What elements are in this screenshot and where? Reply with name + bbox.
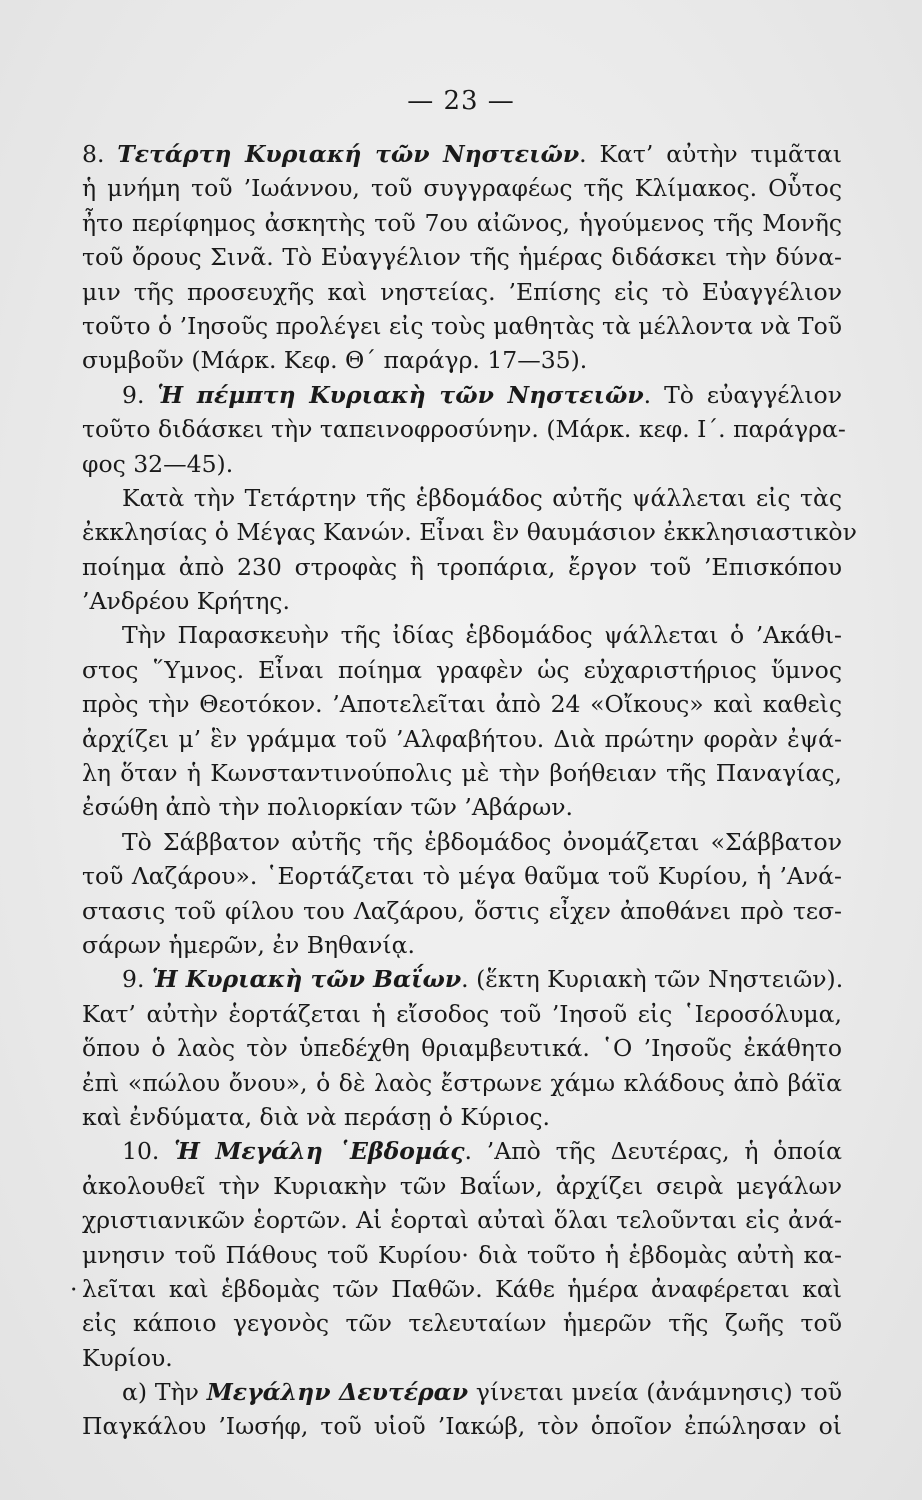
text-line: [82, 206, 842, 240]
text-line: [82, 171, 842, 205]
text-segment: ποίημα ἀπὸ 230 στροφὰς ἢ τροπάρια, ἔργον τοῦ ’Επισκόπου: [82, 552, 842, 581]
text-line: [82, 928, 842, 962]
text-line: [82, 825, 842, 859]
text-line: [82, 1066, 842, 1100]
text-line: [82, 894, 842, 928]
text-line: [82, 1306, 842, 1340]
text-segment: ’Ανδρέου Κρήτης.: [82, 587, 290, 616]
text-line: [82, 962, 842, 996]
text-segment: ἐπὶ «πώλου ὄνου», ὁ δὲ λαὸς ἔστρωνε χάμω κλάδους ἀπὸ βάϊα: [82, 1068, 842, 1097]
text-line: [82, 275, 842, 309]
section-heading: Τετάρτη Κυριακή τῶν Νηστειῶν: [117, 140, 580, 168]
text-segment: συμβοῦν (Μάρκ. Κεφ. Θ΄ παράγρ. 17—35).: [82, 346, 588, 375]
text-segment: σάρων ἡμερῶν, ἐν Βηθανίᾳ.: [82, 930, 415, 959]
text-line: [82, 515, 857, 549]
text-segment: πρὸς τὴν Θεοτόκον. ’Αποτελεῖται ἀπὸ 24 «Οἴκους» καὶ καθεὶς: [82, 690, 842, 719]
text-segment: 8.: [82, 140, 118, 168]
text-segment: Κατὰ τὴν Τετάρτην τῆς ἑβδομάδος αὐτῆς ψάλλεται εἰς τὰς: [122, 483, 842, 512]
text-segment: 10.: [122, 1137, 175, 1166]
text-line: [82, 1409, 842, 1443]
text-segment: Κυρίου.: [82, 1343, 173, 1372]
text-line: [82, 1238, 842, 1272]
text-line: [82, 378, 842, 412]
text-line: [82, 997, 842, 1031]
text-line: [82, 412, 846, 446]
text-segment: καὶ ἐνδύματα, διὰ νὰ περάσῃ ὁ Κύριος.: [82, 1102, 551, 1131]
text-segment: Τὴν Παρασκευὴν τῆς ἰδίας ἑβδομάδος ψάλλεται ὁ ’Ακάθι-: [122, 621, 842, 650]
text-segment: Κατ’ αὐτὴν ἑορτάζεται ἡ εἴσοδος τοῦ ’Ιησοῦ εἰς ῾Ιεροσόλυμα,: [82, 999, 842, 1028]
text-segment: ἀρχίζει μ’ ἓν γράμμα τοῦ ’Αλφαβήτου. Διὰ πρώτην φορὰν ἐψά-: [82, 724, 842, 753]
text-segment: ἐσώθη ἀπὸ τὴν πολιορκίαν τῶν ’Αβάρων.: [82, 793, 574, 822]
text-segment: στασις τοῦ φίλου του Λαζάρου, ὅστις εἶχεν ἀποθάνει πρὸ τεσ-: [82, 896, 842, 925]
section-heading: Ἡ πέμπτη Κυριακὴ τῶν Νηστειῶν: [157, 380, 644, 409]
text-line: [70, 1272, 842, 1306]
text-line: [82, 481, 842, 515]
text-segment: λη ὅταν ἡ Κωνσταντινούπολις μὲ τὴν βοήθειαν τῆς Παναγίας,: [82, 759, 842, 788]
text-segment: ἀκολουθεῖ τὴν Κυριακὴν τῶν Βαΐων, ἀρχίζει σειρὰ μεγάλων: [82, 1171, 842, 1200]
text-line: [82, 240, 842, 274]
text-line: [82, 550, 842, 584]
text-segment: 9.: [122, 380, 158, 409]
text-segment: γίνεται μνεία (ἀνάμνησις) τοῦ: [468, 1378, 842, 1407]
text-line: [82, 1100, 842, 1134]
text-line: [82, 447, 842, 481]
section-heading: Ἡ Κυριακὴ τῶν Βαΐων: [151, 965, 462, 994]
text-line: [82, 309, 842, 343]
text-line: [82, 1203, 842, 1237]
text-line: [82, 653, 842, 687]
text-line: [82, 790, 842, 824]
text-segment: τοῦ Λαζάρου». ῾Εορτάζεται τὸ μέγα θαῦμα τοῦ Κυρίου, ἡ ’Ανά-: [82, 862, 842, 891]
text-segment: . Τὸ εὐαγγέλιον: [643, 380, 842, 409]
text-segment: φος 32—45).: [82, 449, 234, 478]
text-line: [82, 584, 842, 618]
margin-dot: ·: [70, 1274, 78, 1303]
section-heading: Μεγάλην Δευτέραν: [206, 1378, 469, 1407]
text-segment: λεῖται καὶ ἑβδομὰς τῶν Παθῶν. Κάθε ἡμέρα ἀναφέρεται καὶ: [82, 1274, 842, 1303]
text-line: [82, 756, 842, 790]
text-segment: ἡ μνήμη τοῦ ’Ιωάννου, τοῦ συγγραφέως τῆς Κλίμακος. Οὗτος: [82, 174, 842, 203]
text-segment: μιν τῆς προσευχῆς καὶ νηστείας. ’Επίσης εἰς τὸ Εὐαγγέλιον: [82, 277, 842, 306]
text-segment: ἐκκλησίας ὁ Μέγας Κανών. Εἶναι ἓν θαυμάσιον ἐκκλησιαστικὸν: [82, 518, 857, 547]
text-segment: . (ἕκτη Κυριακὴ τῶν Νηστειῶν).: [461, 965, 844, 994]
text-line: [82, 859, 842, 893]
section-heading: Ἡ Μεγάλη ῾Εβδομάς: [174, 1137, 465, 1166]
text-segment: . ’Απὸ τῆς Δευτέρας, ἡ ὁποία: [464, 1137, 842, 1166]
text-segment: εἰς κάποιο γεγονὸς τῶν τελευταίων ἡμερῶν τῆς ζωῆς τοῦ: [82, 1309, 842, 1338]
body-text: [70, 137, 857, 1444]
text-segment: Τὸ Σάββατον αὐτῆς τῆς ἑβδομάδος ὀνομάζεται «Σάββατον: [122, 827, 842, 856]
text-segment: χριστιανικῶν ἑορτῶν. Αἱ ἑορταὶ αὐταὶ ὅλαι τελοῦνται εἰς ἀνά-: [82, 1206, 842, 1235]
text-line: [82, 722, 842, 756]
text-line: [82, 1169, 842, 1203]
text-segment: ἦτο περίφημος ἀσκητὴς τοῦ 7ου αἰῶνος, ἡγούμενος τῆς Μονῆς: [82, 208, 842, 237]
text-line: [82, 1375, 842, 1409]
text-segment: τοῦτο ὁ ’Ιησοῦς προλέγει εἰς τοὺς μαθητὰς τὰ μέλλοντα νὰ Τοῦ: [82, 311, 843, 340]
text-segment: στος ῞Υμνος. Εἶναι ποίημα γραφὲν ὡς εὐχαριστήριος ὕμνος: [82, 655, 842, 684]
text-segment: τοῦτο διδάσκει τὴν ταπεινοφροσύνην. (Μάρκ. κεφ. Ι΄. παράγρα-: [82, 415, 846, 444]
text-segment: μνησιν τοῦ Πάθους τοῦ Κυρίου· διὰ τοῦτο ἡ ἑβδομὰς αὐτὴ κα-: [82, 1240, 842, 1269]
text-line: [82, 1134, 842, 1168]
text-line: [82, 618, 842, 652]
text-line: [82, 1341, 842, 1375]
text-segment: α) Τὴν: [122, 1378, 207, 1407]
text-line: [82, 137, 842, 171]
text-line: [82, 1031, 842, 1065]
text-line: [82, 343, 842, 377]
page-number: — 23 —: [407, 86, 515, 116]
text-line: [82, 687, 842, 721]
text-segment: . Κατ’ αὐτὴν τιμᾶται: [579, 140, 842, 168]
text-segment: ὅπου ὁ λαὸς τὸν ὑπεδέχθη θριαμβευτικά. ῾Ο ’Ιησοῦς ἐκάθητο: [82, 1034, 842, 1063]
text-segment: 9.: [122, 965, 152, 994]
text-segment: τοῦ ὄρους Σινᾶ. Τὸ Εὐαγγέλιον τῆς ἡμέρας διδάσκει τὴν δύνα-: [82, 243, 842, 272]
text-segment: Παγκάλου ’Ιωσήφ, τοῦ υἱοῦ ’Ιακώβ, τὸν ὁποῖον ἐπώλησαν οἱ: [82, 1412, 842, 1441]
